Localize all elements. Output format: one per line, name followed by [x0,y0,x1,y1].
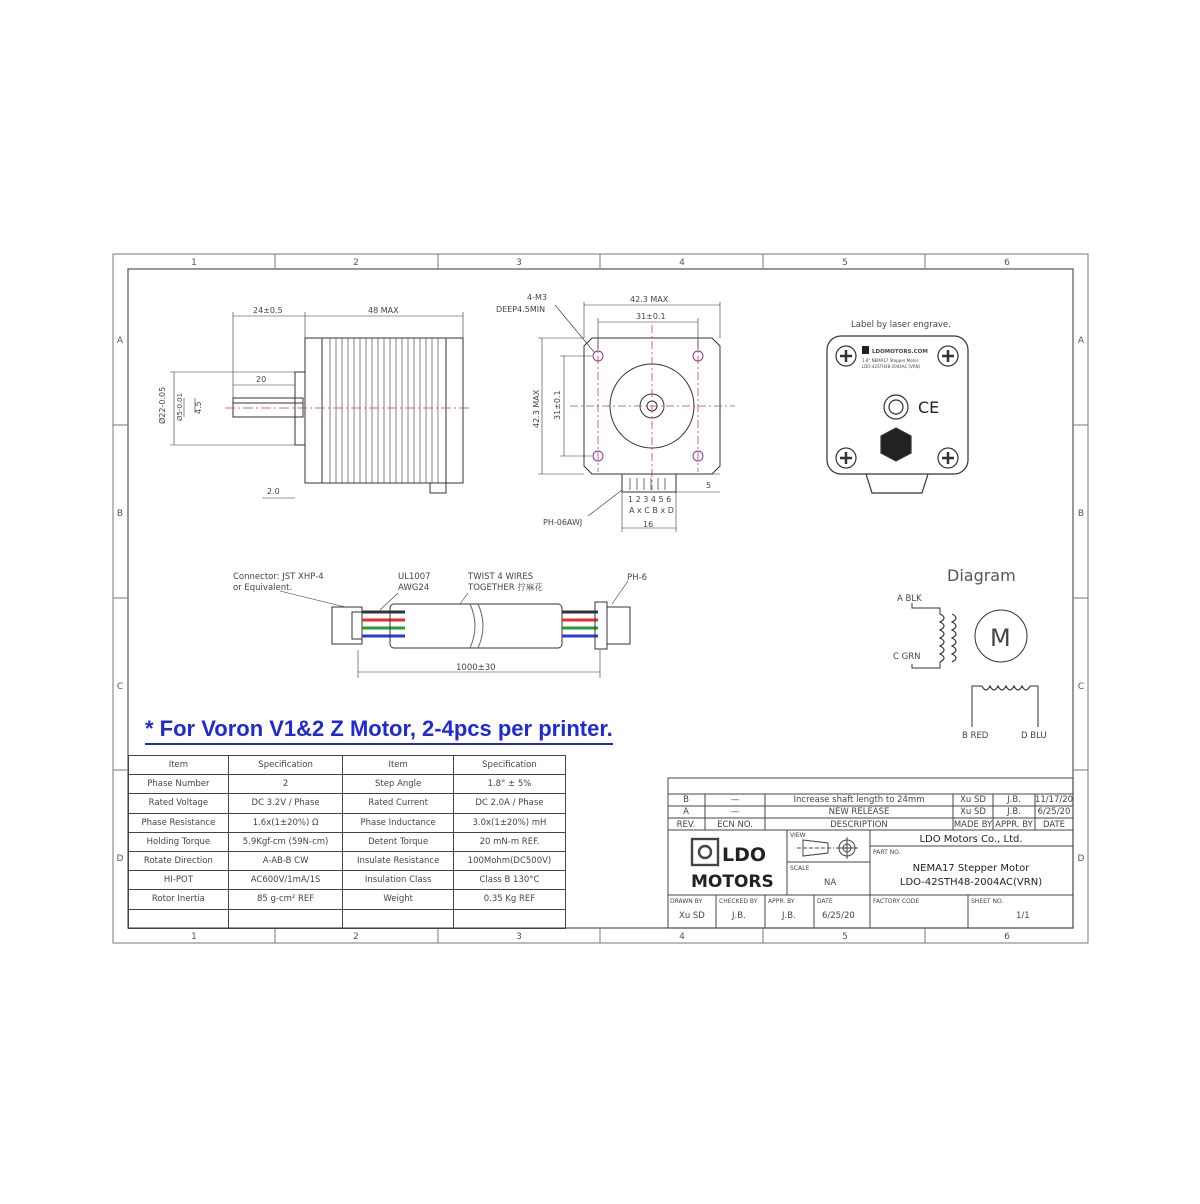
spec-cell: AC600V/1mA/1S [228,871,343,890]
spec-cell: Insulation Class [343,871,454,890]
spec-cell: Weight [343,890,454,909]
spec-cell: Phase Resistance [129,813,229,832]
zone-x-label: 5 [842,258,848,268]
cable-labels [233,572,647,673]
spec-cell: Insulate Resistance [343,851,454,870]
spec-cell: Rated Voltage [129,794,229,813]
rev-b-date: 11/17/20 [1034,795,1074,805]
pin-numbers: 1 2 3 4 5 6 [628,495,672,504]
sheet-no-label: SHEET NO. [971,898,1004,905]
appr-by-label: APPR. BY [768,898,795,905]
zone-x-label: 2 [353,258,359,268]
laser-note: Label by laser engrave. [851,320,951,330]
cooling-fins [330,338,438,483]
cable-connector-left-2: or Equivalent. [233,583,293,593]
wire-c-label: C GRN [893,652,921,662]
voron-logo [881,428,911,461]
spec-cell [343,909,454,928]
factory-code-label: FACTORY CODE [873,898,920,905]
spec-cell: Phase Number [129,775,229,794]
spec-header: Item [343,756,454,775]
drawn-by-label: DRAWN BY [670,898,703,905]
spec-cell: 2 [228,775,343,794]
wiring-diagram-title: Diagram [947,566,1016,585]
dim-width: 42.3 MAX [630,295,669,304]
zone-x-label: 3 [516,258,522,268]
zone-y-label: A [1077,336,1085,346]
twist-label-2: TOGETHER 拧麻花 [468,583,543,593]
spec-cell: Holding Torque [129,832,229,851]
sheet-no: 1/1 [1016,911,1030,921]
voron-note: * For Voron V1&2 Z Motor, 2-4pcs per printer. [145,716,613,745]
front-view-dims [496,293,711,529]
dim-flat: 4.5 [194,401,203,414]
spec-cell: HI-POT [129,871,229,890]
dim-conn-offset: 5 [706,481,712,490]
spec-cell: Detent Torque [343,832,454,851]
spec-cell: DC 3.2V / Phase [228,794,343,813]
spec-cell: 3.0x(1±20%) mH [453,813,565,832]
company-name: LDO Motors Co., Ltd. [919,834,1023,845]
made-header: MADE BY [953,820,993,830]
spec-cell: 1.8° ± 5% [453,775,565,794]
rev-a-ecn: — [730,807,740,817]
spec-cell: 100Mohm(DC500V) [453,851,565,870]
zone-x-label: 4 [679,932,685,942]
zone-y-label: B [116,509,124,519]
wiring-diagram [912,603,1038,727]
side-view [170,312,472,498]
logo-ldo: LDO [722,844,767,866]
rev-a-appr: J.B. [1007,807,1021,817]
zone-y-label: A [116,336,124,346]
spec-header: Specification [453,756,565,775]
spec-row [129,775,566,794]
rev-a-date: 6/25/20 [1037,807,1071,817]
hole-callout-1: 4-M3 [527,293,547,302]
dim-shaft-length: 24±0.5 [253,306,283,315]
cable-connector-right: PH-6 [627,573,647,583]
wire-d-label: D BLU [1021,731,1047,741]
spec-header: Specification [228,756,343,775]
ce-mark: CE [918,398,940,417]
wire-type-2: AWG24 [398,583,430,593]
dim-shaft-dia: Ø5-0.01 [176,392,184,421]
spec-cell: 85 g-cm² REF [228,890,343,909]
checked-by: J.B. [732,911,746,921]
rev-a: A [683,807,689,817]
spec-cell [129,909,229,928]
zone-x-label: 1 [191,932,197,942]
zone-x-label: 5 [842,932,848,942]
spec-cell [453,909,565,928]
spec-row [129,813,566,832]
rev-b-ecn: — [730,795,740,805]
wire-type-1: UL1007 [398,572,431,582]
ecn-header: ECN NO. [717,820,753,830]
dim-conn-width: 16 [643,520,654,529]
rev-b: B [683,795,689,805]
logo-motors: MOTORS [691,872,774,892]
date-label: DATE [817,898,833,905]
rev-b-made: Xu SD [960,795,986,805]
spec-cell: Rotor Inertia [129,890,229,909]
title-block-text [670,832,1042,921]
spec-cell: Class B 130°C [453,871,565,890]
label-line-3: LDO-42STH48-2004AC (VRN) [862,364,921,369]
cable-connector-left-1: Connector: JST XHP-4 [233,572,324,582]
connector-part: PH-06AWJ [543,518,583,527]
dim-hole-spacing-v: 31±0.1 [553,390,562,420]
pin-map: A x C B x D [629,506,674,515]
label-line-2: 1.8° NEMA17 Stepper Motor [862,358,919,363]
spec-cell: Phase Inductance [343,813,454,832]
side-view-dims [157,306,399,496]
title-line-1: NEMA17 Stepper Motor [912,863,1030,874]
appr-header: APPR. BY [995,820,1033,830]
spec-row [129,851,566,870]
drawn-by: Xu SD [679,911,705,921]
zone-x-label: 6 [1004,258,1010,268]
checked-by-label: CHECKED BY [719,898,758,905]
spec-cell: 5.9Kgf-cm (59N-cm) [228,832,343,851]
rev-b-desc: Increase shaft length to 24mm [793,795,925,805]
rev-header: REV. [676,820,696,830]
rev-b-appr: J.B. [1007,795,1021,805]
dim-body-length: 48 MAX [368,306,399,315]
motor-label: M [990,624,1011,652]
part-no-label: PART NO. [873,849,901,856]
zone-y-label: B [1077,509,1085,519]
spec-cell: Rotate Direction [129,851,229,870]
desc-header: DESCRIPTION [830,820,888,830]
zone-y-label: C [1077,682,1085,692]
twist-label-1: TWIST 4 WIRES [468,572,534,582]
dim-hole-spacing: 31±0.1 [636,312,666,321]
revision-table-text [677,795,1073,830]
zone-x-label: 4 [679,258,685,268]
zone-x-label: 3 [516,932,522,942]
spec-cell: DC 2.0A / Phase [453,794,565,813]
spec-table [128,755,566,929]
date-header: DATE [1042,820,1066,830]
rev-a-desc: NEW RELEASE [828,807,890,817]
cable-length: 1000±30 [456,663,496,673]
label-line-1: LDOMOTORS.COM [872,349,928,355]
zone-x-label: 6 [1004,932,1010,942]
spec-row [129,871,566,890]
appr-by: J.B. [782,911,796,921]
hole-callout-2: DEEP4.5MIN [496,305,546,314]
front-centerlines [570,325,735,490]
back-label-text [862,349,939,417]
rev-a-made: Xu SD [960,807,986,817]
scale-label: SCALE [790,865,810,872]
spec-row [129,890,566,909]
spec-header: Item [129,756,229,775]
zone-y-label: D [1077,854,1085,864]
title-line-2: LDO-42STH48-2004AC(VRN) [899,877,1043,888]
view-label: VIEW [790,832,806,839]
wire-b-label: B RED [962,731,989,741]
spec-cell: A-AB-B CW [228,851,343,870]
zone-y-label: C [116,682,124,692]
zone-x-label: 2 [353,932,359,942]
dim-flat-length: 20 [256,375,267,384]
spec-cell: 1.6x(1±20%) Ω [228,813,343,832]
spec-row [129,909,566,928]
scale-value: NA [824,878,837,888]
spec-header-row [129,756,566,775]
spec-cell: 0.35 Kg REF [453,890,565,909]
spec-cell [228,909,343,928]
spec-cell: Rated Current [343,794,454,813]
dim-boss: 2.0 [267,487,280,496]
spec-row [129,832,566,851]
drawing-date: 6/25/20 [822,911,855,921]
spec-row [129,794,566,813]
spec-cell: 20 mN-m REF. [453,832,565,851]
zone-x-label: 1 [191,258,197,268]
dim-boss-dia: Ø22-0.05 [158,386,167,424]
dim-height: 42.3 MAX [532,389,541,428]
zone-y-label: D [116,854,124,864]
spec-cell: Step Angle [343,775,454,794]
wire-a-label: A BLK [897,594,922,604]
cable-drawing [280,581,630,678]
